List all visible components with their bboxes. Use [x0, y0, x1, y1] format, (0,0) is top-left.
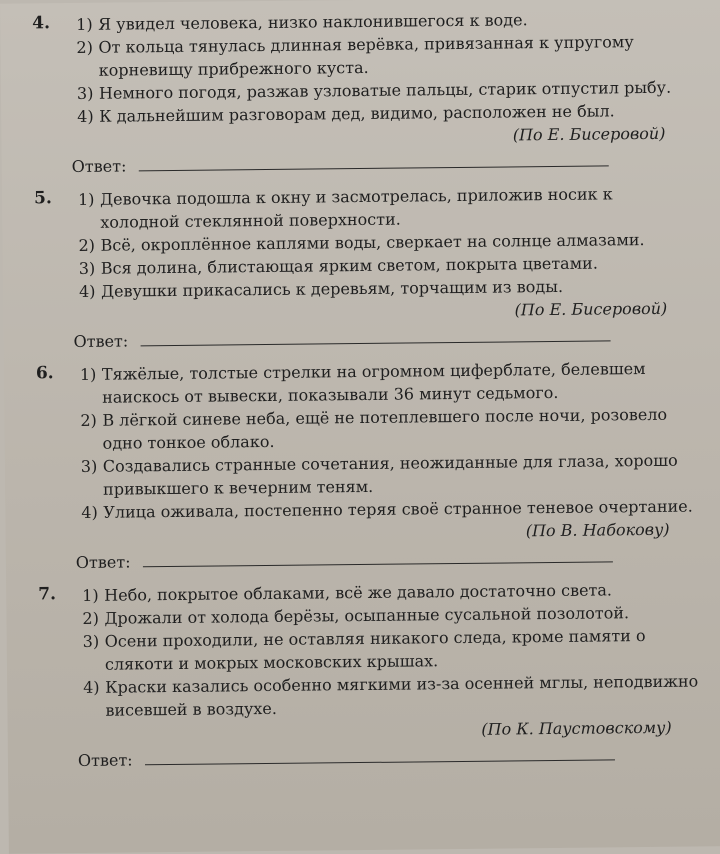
sentence-number: 4)	[78, 281, 96, 301]
task-4	[32, 7, 694, 177]
sentence-text: Тяжёлые, толстые стрелки на огромном циферблате, белевшем наискось от вывески, показывали 36 минут седьмого.	[101, 359, 646, 407]
sentence-2	[56, 403, 696, 456]
sentence-number: 1)	[77, 189, 95, 209]
sentence-text: Улица оживала, постепенно теряя своё странное теневое очертание.	[103, 496, 693, 522]
sentence-number: 1)	[82, 585, 99, 605]
task-number: 5.	[33, 188, 52, 209]
sentence-number: 2)	[80, 410, 97, 430]
answer-label: Ответ:	[71, 156, 127, 177]
sentence-4	[59, 669, 699, 722]
sentence-text: Я увидел человека, низко наклонившегося к воде.	[98, 10, 528, 34]
task-number: 4.	[32, 13, 51, 34]
sentence-text: Девушки прикасались к деревьям, торчащим из воды.	[100, 276, 564, 301]
answer-line[interactable]	[145, 759, 615, 765]
sentence-text: Краски казались особенно мягкими из-за осенней мглы, неподвижно висевшей в воздухе.	[105, 671, 699, 720]
sentence-3	[57, 448, 697, 501]
sentence-number: 3)	[82, 631, 100, 651]
answer-label: Ответ:	[75, 552, 131, 573]
sentence-number: 2)	[82, 608, 99, 628]
sentence-number: 4)	[77, 106, 94, 126]
answer-label: Ответ:	[77, 750, 133, 770]
sentence-text: Небо, покрытое облаками, всё же давало достаточно света.	[104, 580, 613, 605]
source-attribution: (По К. Паустовскому)	[481, 717, 672, 739]
task-7	[38, 577, 700, 770]
sentence-number: 2)	[78, 235, 96, 255]
answer-row	[76, 546, 698, 572]
sentence-text: К дальнейшим разговорам дед, видимо, расположен не был.	[99, 101, 615, 126]
sentence-text: От кольца тянулась длинная верёвка, привязанная к упругому корневищу прибрежного куста.	[98, 32, 634, 80]
sentence-2	[52, 30, 692, 83]
sentence-text: В лёгкой синеве неба, ещё не потеплевшего после ночи, розовело одно тонкое облако.	[102, 404, 668, 453]
sentence-1	[56, 357, 696, 410]
sentence-number: 2)	[76, 37, 94, 57]
sentence-text: Дрожали от холода берёзы, осыпанные сусальной позолотой.	[104, 603, 630, 628]
sentence-text: Создавались странные сочетания, неожиданные для глаза, хорошо привыкшего к вечерним теням.	[102, 450, 678, 499]
sentence-number: 3)	[78, 258, 96, 278]
answer-label: Ответ:	[73, 331, 129, 352]
source-attribution: (По Е. Бисеровой)	[512, 123, 666, 145]
task-6	[35, 357, 698, 573]
answer-line[interactable]	[140, 340, 610, 346]
sentence-number: 3)	[76, 83, 94, 103]
task-number: 6.	[35, 363, 54, 384]
answer-row	[72, 151, 694, 177]
task-5	[33, 182, 696, 352]
sentence-text: Всё, окроплённое каплями воды, сверкает на солнце алмазами.	[100, 230, 645, 255]
answer-row	[73, 326, 695, 352]
sentence-number: 1)	[76, 14, 93, 34]
sentence-text: Вся долина, блистающая ярким светом, покрыта цветами.	[100, 253, 598, 278]
sentence-number: 4)	[81, 502, 98, 522]
answer-row	[78, 744, 700, 770]
sentence-1	[54, 182, 694, 235]
sentence-number: 3)	[80, 456, 98, 476]
source-attribution: (По В. Набокову)	[525, 519, 670, 541]
sentence-text: Немного погодя, разжав узловатые пальцы, старик отпустил рыбу.	[98, 77, 672, 103]
answer-line[interactable]	[143, 561, 613, 567]
sentence-text: Девочка подошла к окну и засмотрелась, приложив носик к холодной стеклянной поверхности.	[99, 184, 613, 232]
sentence-text: Осени проходили, не оставляя никакого следа, кроме памяти о слякоти и мокрых московских крышах.	[104, 626, 646, 674]
sentence-3	[59, 623, 699, 676]
source-attribution: (По Е. Бисеровой)	[514, 298, 668, 320]
task-number: 7.	[38, 584, 57, 605]
sentence-number: 1)	[79, 364, 97, 384]
sentence-number: 4)	[83, 677, 100, 697]
answer-line[interactable]	[138, 165, 608, 171]
